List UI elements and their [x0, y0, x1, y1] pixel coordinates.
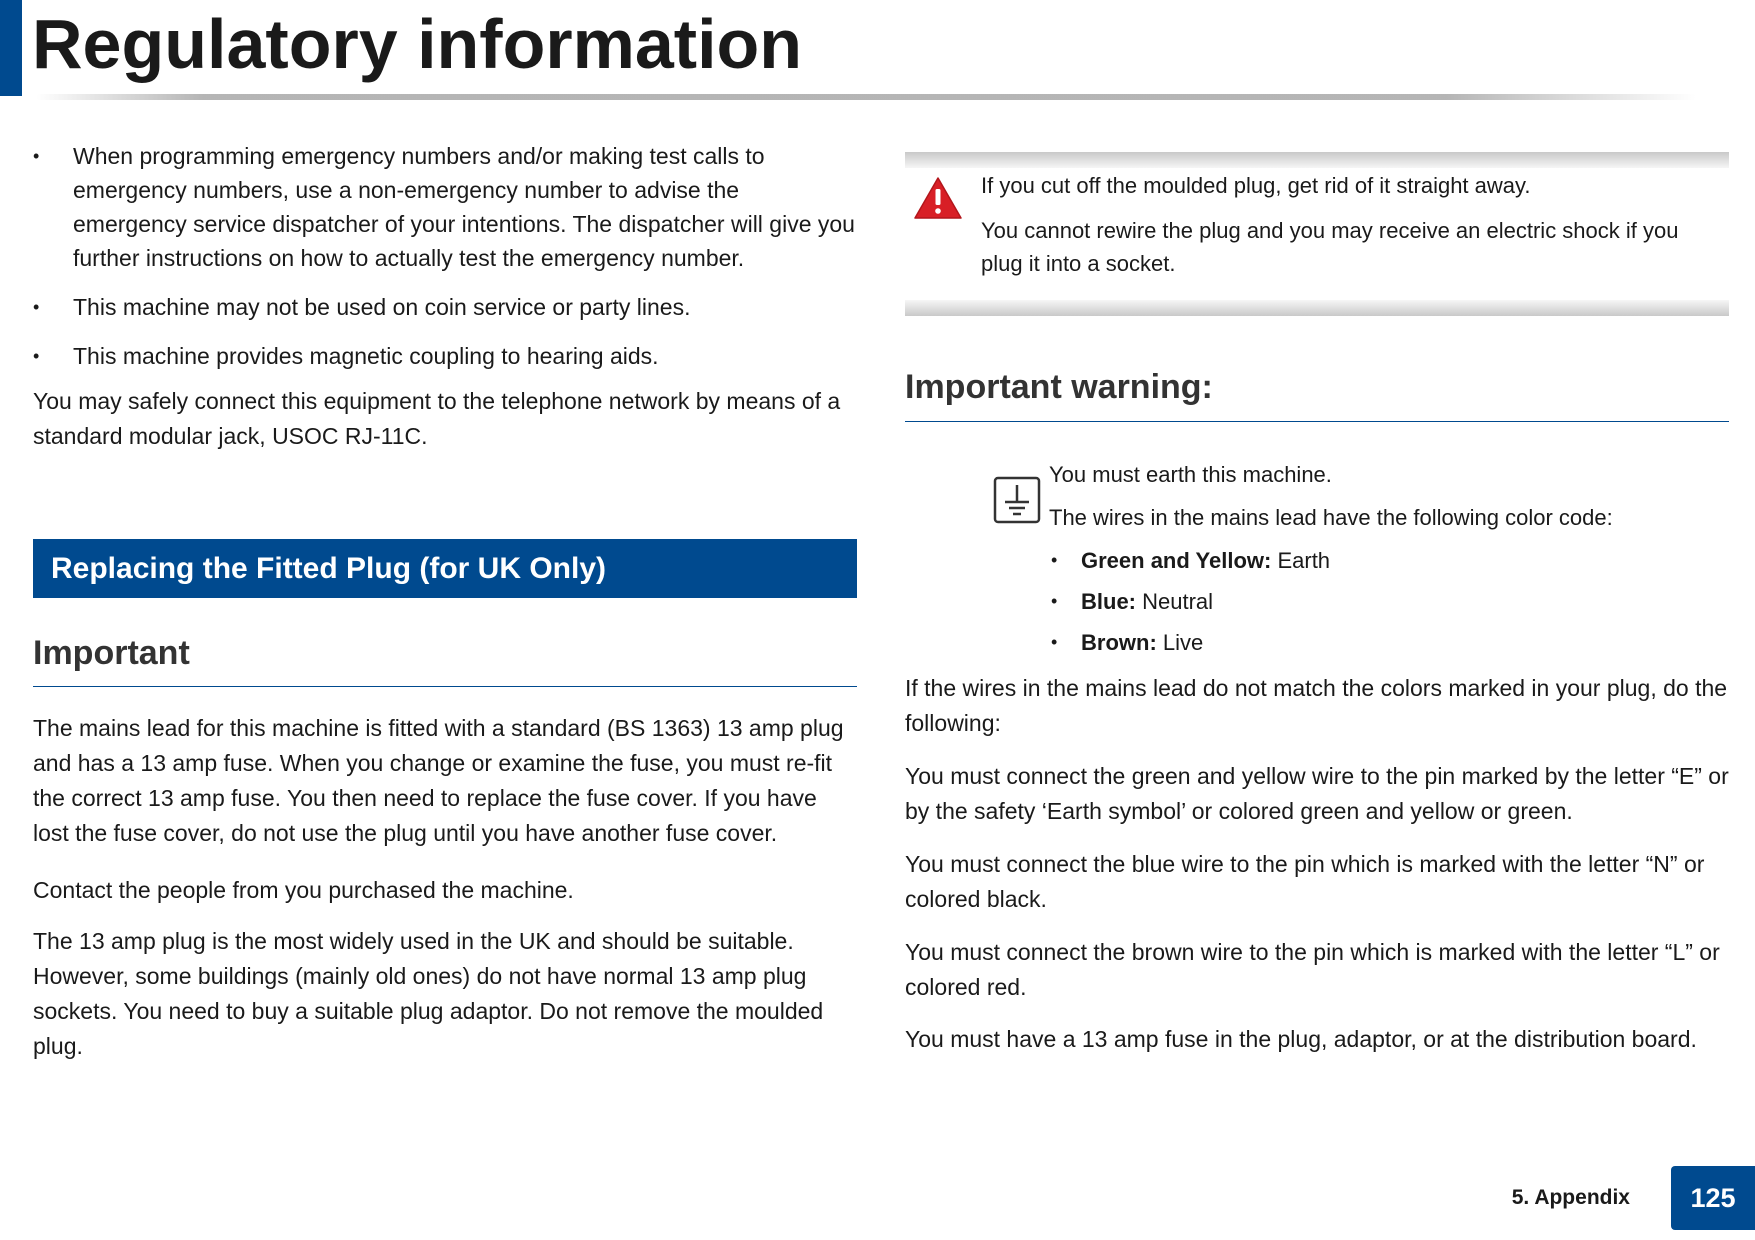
- list-item: [1049, 626, 1729, 659]
- page-title: Regulatory information: [32, 5, 803, 83]
- wire-label: Blue:: [1081, 589, 1136, 614]
- list-item: • When programming emergency numbers and/or making test calls to emergency numbers, use a non-emergency number to advise the emergency service dispatcher of your intentions. The dispatcher will give you further instructions on how to actually test the emergency number.: [33, 139, 857, 275]
- list-item: • This machine may not be used on coin service or party lines.: [33, 290, 857, 324]
- earth-ground-icon: [993, 476, 1041, 524]
- body-paragraph: You must have a 13 amp fuse in the plug, adaptor, or at the distribution board.: [905, 1026, 1697, 1052]
- body-paragraph: If the wires in the mains lead do not match the colors marked in your plug, do the following:: [905, 675, 1728, 736]
- body-paragraph: Contact the people from you purchased the machine.: [33, 877, 574, 903]
- callout-top-bar: [905, 152, 1729, 168]
- body-paragraph: You must connect the brown wire to the pin which is marked with the letter “L” or colored red.: [905, 939, 1720, 1000]
- body-paragraph: You must connect the green and yellow wire to the pin marked by the letter “E” or by the safety ‘Earth symbol’ or colored green and yellow or green.: [905, 763, 1729, 824]
- warning-line: If you cut off the moulded plug, get rid of it straight away.: [981, 173, 1531, 198]
- important-warning-heading: Important warning:: [905, 368, 1213, 406]
- page-number-badge: 125: [1671, 1166, 1755, 1230]
- warning-text: [981, 169, 1721, 292]
- section-heading: Replacing the Fitted Plug (for UK Only): [51, 552, 606, 585]
- heading-underline: [33, 686, 857, 687]
- title-divider: [36, 94, 1696, 100]
- warning-callout: [905, 152, 1729, 316]
- section-heading-band: [33, 539, 857, 598]
- wire-color-list: [1049, 544, 1729, 659]
- intro-paragraph: You may safely connect this equipment to the telephone network by means of a standard modular jack, USOC RJ-11C.: [33, 388, 841, 449]
- earth-note-text: [1049, 458, 1729, 667]
- wire-value: Live: [1162, 630, 1204, 655]
- wire-value: Earth: [1277, 548, 1331, 573]
- heading-underline: [905, 421, 1729, 422]
- wire-label: Brown:: [1081, 630, 1157, 655]
- earth-line: You must earth this machine.: [1049, 462, 1332, 487]
- body-paragraph: The 13 amp plug is the most widely used in the UK and should be suitable. However, some buildings (mainly old ones) do not have normal 13 amp plug sockets. You need to buy a suitable plug adaptor. Do not remove the moulded plug.: [33, 928, 824, 1059]
- chapter-label: 5. Appendix: [1511, 1186, 1630, 1209]
- wire-label: Green and Yellow:: [1081, 548, 1272, 573]
- list-item: [1049, 544, 1729, 577]
- requirements-list: [33, 139, 857, 388]
- earth-line: The wires in the mains lead have the following color code:: [1049, 505, 1613, 530]
- body-paragraph: You must connect the blue wire to the pin which is marked with the letter “N” or colored black.: [905, 851, 1705, 912]
- warning-line: You cannot rewire the plug and you may receive an electric shock if you plug it into a socket.: [981, 218, 1679, 276]
- important-heading: Important: [33, 634, 190, 672]
- warning-triangle-icon: [913, 176, 963, 220]
- list-item: [1049, 585, 1729, 618]
- callout-bottom-bar: [905, 300, 1729, 316]
- wire-value: Neutral: [1142, 589, 1214, 614]
- body-paragraph: The mains lead for this machine is fitted with a standard (BS 1363) 13 amp plug and has a 13 amp fuse. When you change or examine the fuse, you must re-fit the correct 13 amp fuse. You then need to replace the fuse cover. If you have lost the fuse cover, do not use the plug until you have another fuse cover.: [33, 715, 844, 846]
- title-accent-bar: [0, 0, 22, 96]
- list-item: • This machine provides magnetic coupling to hearing aids.: [33, 339, 857, 373]
